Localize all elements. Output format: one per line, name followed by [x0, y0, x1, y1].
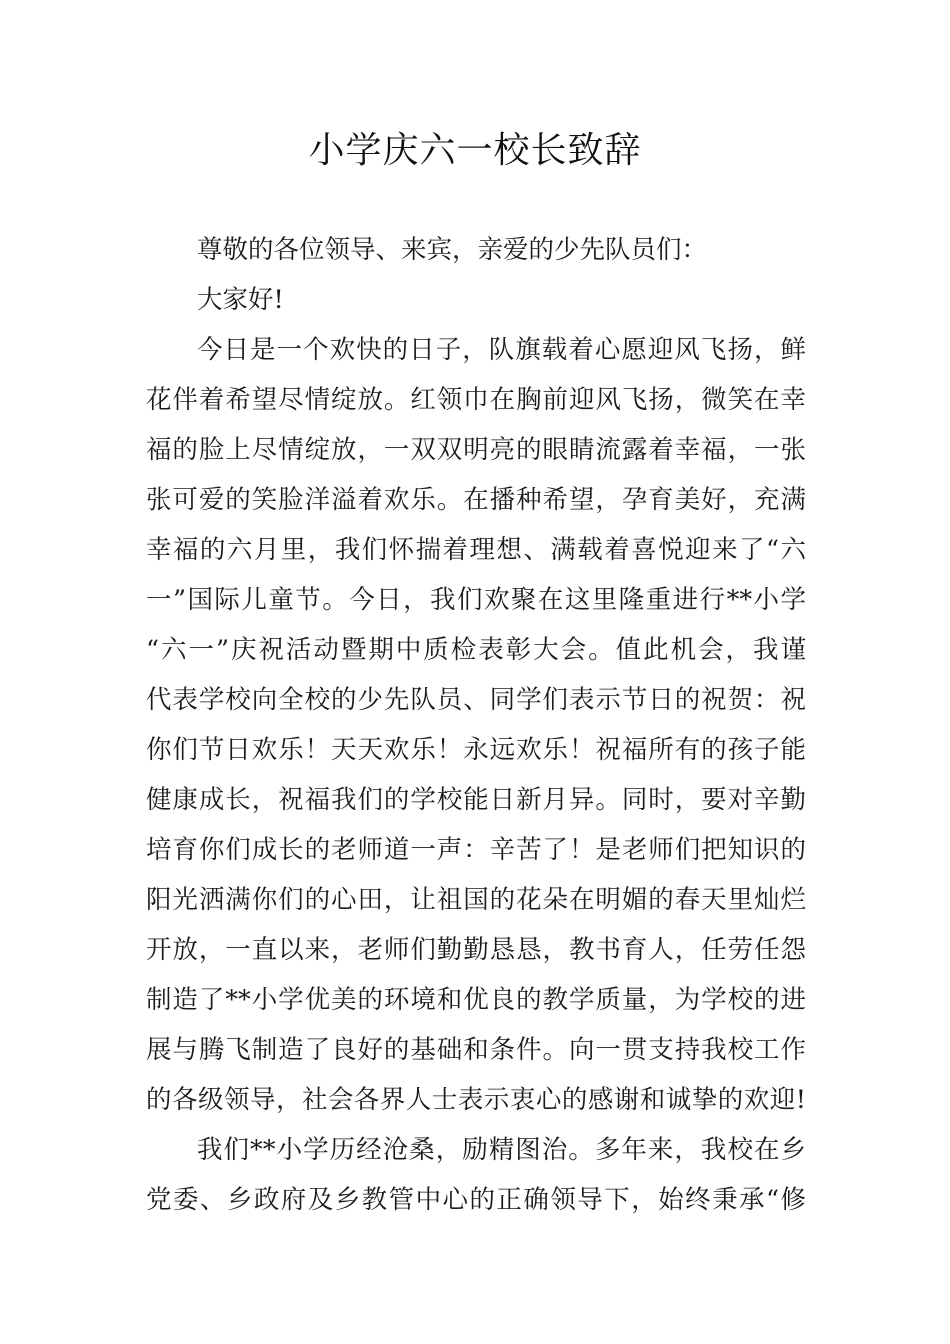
document-title: 小学庆六一校长致辞 [308, 130, 642, 171]
paragraph-line: 制造了**小学优美的环境和优良的教学质量，为学校的进 [146, 985, 806, 1015]
paragraph-line: 我们**小学历经沧桑，励精图治。多年来，我校在乡 [197, 1135, 806, 1165]
paragraph-line: “六一”庆祝活动暨期中质检表彰大会。值此机会，我谨 [146, 635, 806, 665]
paragraph-2 [146, 1125, 806, 1225]
hello-line: 大家好! [197, 285, 284, 315]
paragraph-line: 健康成长，祝福我们的学校能日新月异。同时，要对辛勤 [146, 785, 806, 815]
paragraph-line: 代表学校向全校的少先队员、同学们表示节日的祝贺：祝 [146, 685, 806, 715]
paragraph-line: 展与腾飞制造了良好的基础和条件。向一贯支持我校工作 [146, 1035, 806, 1065]
paragraph-line: 一”国际儿童节。今日，我们欢聚在这里隆重进行**小学 [146, 585, 806, 615]
paragraph-line: 幸福的六月里，我们怀揣着理想、满载着喜悦迎来了“六 [146, 535, 806, 565]
paragraph-line: 的各级领导，社会各界人士表示衷心的感谢和诚挚的欢迎! [146, 1085, 806, 1115]
paragraph-line: 开放，一直以来，老师们勤勤恳恳，教书育人，任劳任怨 [146, 935, 806, 965]
paragraph-line: 福的脸上尽情绽放，一双双明亮的眼睛流露着幸福，一张 [146, 435, 806, 465]
paragraph-1 [146, 325, 806, 1125]
paragraph-line: 花伴着希望尽情绽放。红领巾在胸前迎风飞扬，微笑在幸 [146, 385, 806, 415]
paragraph-line: 今日是一个欢快的日子，队旗载着心愿迎风飞扬，鲜 [197, 335, 806, 365]
paragraph-line: 张可爱的笑脸洋溢着欢乐。在播种希望，孕育美好，充满 [146, 485, 806, 515]
document-body [146, 225, 806, 1225]
paragraph-line: 阳光洒满你们的心田，让祖国的花朵在明媚的春天里灿烂 [146, 885, 806, 915]
greeting-line: 尊敬的各位领导、来宾，亲爱的少先队员们： [197, 235, 708, 265]
paragraph-line: 培育你们成长的老师道一声：辛苦了！是老师们把知识的 [146, 835, 806, 865]
paragraph-line: 党委、乡政府及乡教管中心的正确领导下，始终秉承“修 [146, 1185, 806, 1215]
paragraph-line: 你们节日欢乐！天天欢乐！永远欢乐！祝福所有的孩子能 [146, 735, 806, 765]
